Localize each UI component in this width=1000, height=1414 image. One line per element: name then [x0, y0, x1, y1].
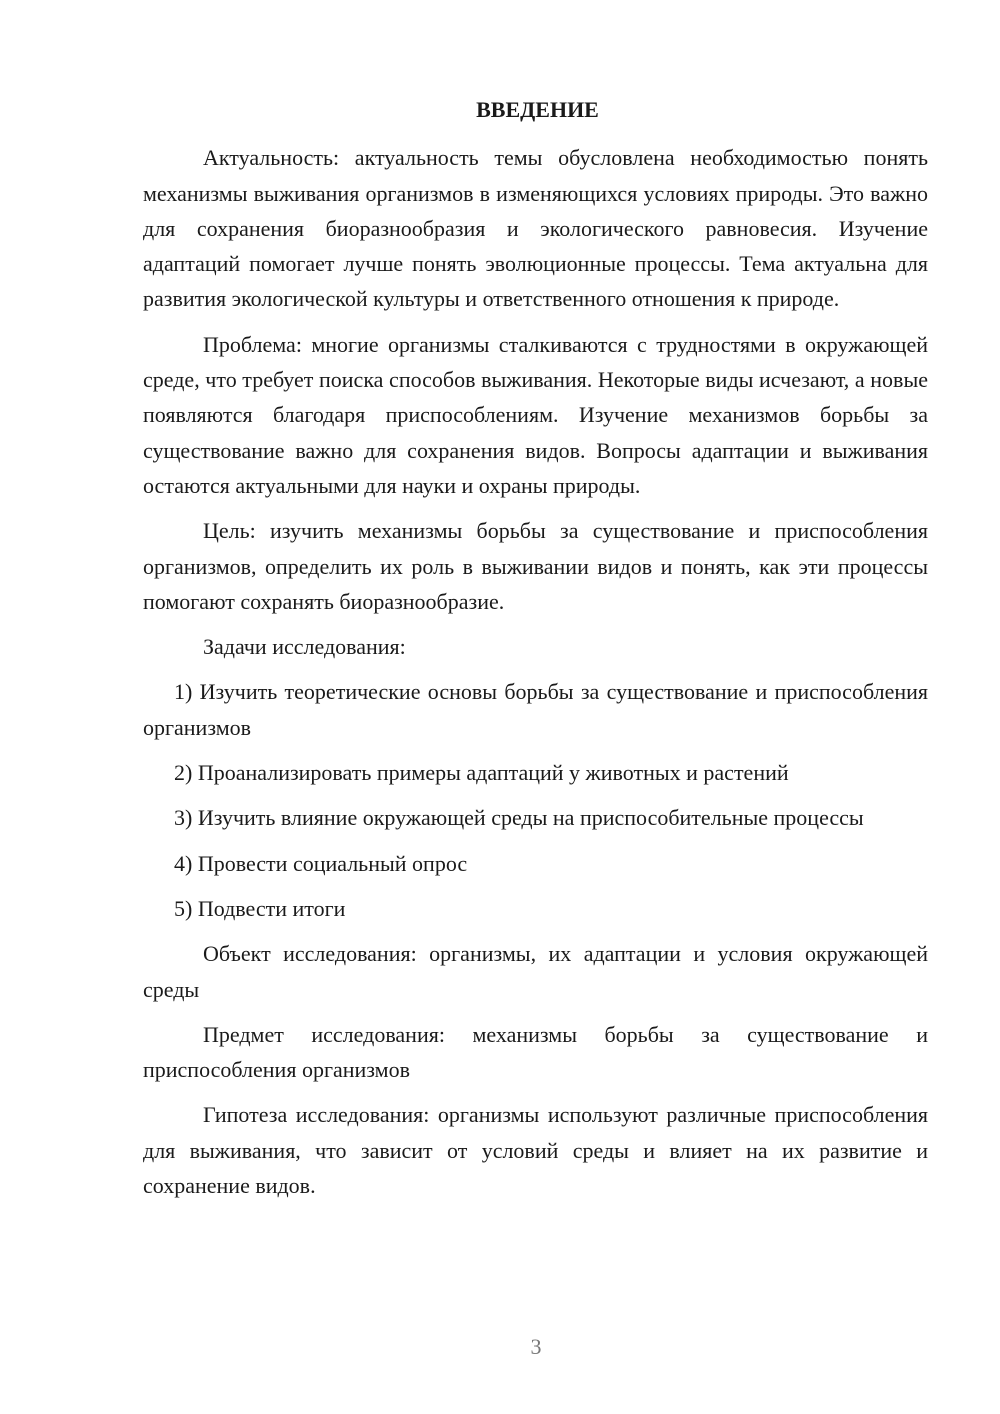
goal-paragraph: Цель: изучить механизмы борьбы за существование и приспособления организмов, определить их роль в выживании видов и понять, как эти процессы помогают сохранять биоразнообразие. — [143, 518, 928, 614]
page-content — [143, 92, 928, 1213]
object-paragraph: Объект исследования: организмы, их адаптации и условия окружающей среды — [143, 941, 928, 1002]
relevance-paragraph: Актуальность: актуальность темы обусловлена необходимостью понять механизмы выживания организмов в изменяющихся условиях природы. Это важно для сохранения биоразнообразия и экологического равновесия. Изучение адаптаций помогает лучше понять эволюционные процессы. Тема актуальна для развития экологической культуры и ответственного отношения к природе. — [143, 145, 928, 312]
tasks-heading: Задачи исследования: — [203, 634, 406, 660]
task-item-5: 5) Подвести итоги — [174, 895, 346, 921]
task-item-3: 3) Изучить влияние окружающей среды на приспособительные процессы — [174, 805, 864, 831]
task-item-1: 1) Изучить теоретические основы борьбы за существование и приспособления организмов — [143, 679, 928, 740]
section-title: ВВЕДЕНИЕ — [476, 97, 599, 122]
problem-paragraph: Проблема: многие организмы сталкиваются с трудностями в окружающей среде, что требует поиска способов выживания. Некоторые виды исчезают, а новые появляются благодаря приспособлениям. Изучение механизмов борьбы за существование важно для сохранения видов. Вопросы адаптации и выживания остаются актуальными для науки и охраны природы. — [143, 331, 928, 498]
task-item-2: 2) Проанализировать примеры адаптаций у животных и растений — [174, 760, 789, 786]
page-number: 3 — [530, 1334, 542, 1359]
subject-paragraph: Предмет исследования: механизмы борьбы за существование и приспособления организмов — [143, 1021, 928, 1083]
hypothesis-paragraph: Гипотеза исследования: организмы используют различные приспособления для выживания, что зависит от условий среды и влияет на их развитие и сохранение видов. — [143, 1102, 928, 1199]
task-item-4: 4) Провести социальный опрос — [174, 850, 468, 876]
